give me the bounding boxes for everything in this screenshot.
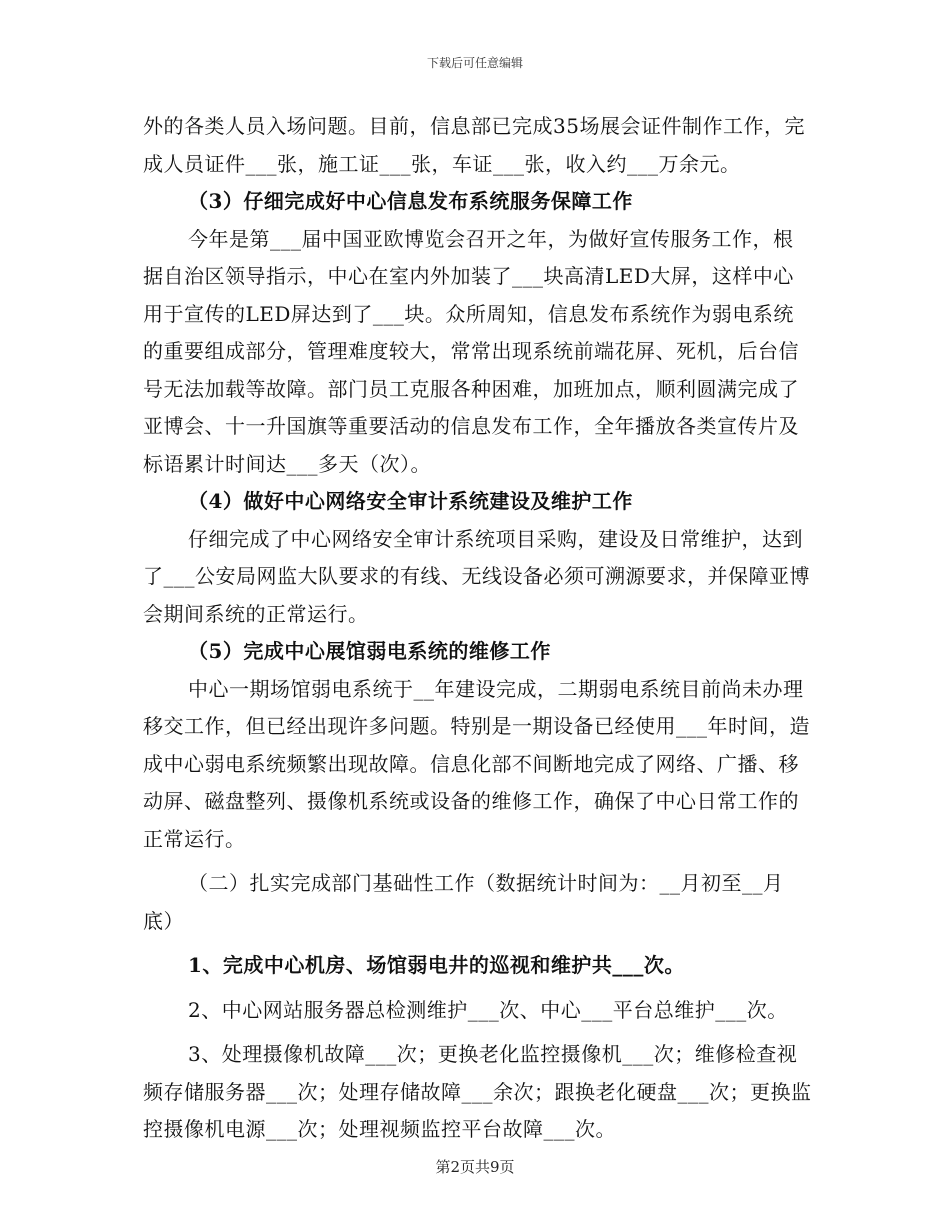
paragraph: 外的各类人员入场问题。目前，信息部已完成35场展会证件制作工作，完成人员证件___张，施工证___张，车证___张，收入约___万余元。	[143, 114, 805, 176]
paragraph: 今年是第___届中国亚欧博览会召开之年，为做好宣传服务工作，根据自治区领导指示，中心在室内外加装了___块高清LED大屏，这样中心用于宣传的LED屏达到了___块。众所周知，信息发布系统作为弱电系统的重要组成部分，管理难度较大，常常出现系统前端花屏、死机，后台信号无法加载等故障。部门员工克服各种困难，加班加点，顺利圆满完成了亚博会、十一升国旗等重要活动的信息发布工作，全年播放各类宣传片及标语累计时间达___多天（次）。	[143, 226, 799, 476]
list-item: 2、中心网站服务器总检测维护___次、中心___平台总维护___次。	[188, 997, 788, 1022]
paragraph: 中心一期场馆弱电系统于__年建设完成，二期弱电系统目前尚未办理移交工作，但已经出现许多问题。特别是一期设备已经使用___年时间，造成中心弱电系统频繁出现故障。信息化部不间断地完成了网络、广播、移动屏、磁盘整列、摄像机系统或设备的维修工作，确保了中心日常工作的正常运行。	[143, 676, 810, 851]
section-heading: （5）完成中心展馆弱电系统的维修工作	[188, 639, 551, 663]
list-item: 1、完成中心机房、场馆弱电井的巡视和维护共___次。	[188, 953, 685, 977]
section-heading: （二）扎实完成部门基础性工作（数据统计时间为：__月初至__月底）	[143, 871, 784, 933]
document-body	[143, 108, 813, 1149]
page-header: 下载后可任意编辑	[426, 56, 523, 70]
section-heading: （4）做好中心网络安全审计系统建设及维护工作	[188, 489, 633, 513]
page-footer: 第2页共9页	[435, 1158, 515, 1176]
list-item: 3、处理摄像机故障___次；更换老化监控摄像机___次；维修检查视频存储服务器___次；处理存储故障___余次；跟换老化硬盘___次；更换监控摄像机电源___次；处理视频监控平台故障___次。	[143, 1042, 812, 1141]
paragraph: 仔细完成了中心网络安全审计系统项目采购，建设及日常维护，达到了___公安局网监大队要求的有线、无线设备必须可溯源要求，并保障亚博会期间系统的正常运行。	[143, 526, 810, 626]
section-heading: （3）仔细完成好中心信息发布系统服务保障工作	[188, 189, 633, 213]
